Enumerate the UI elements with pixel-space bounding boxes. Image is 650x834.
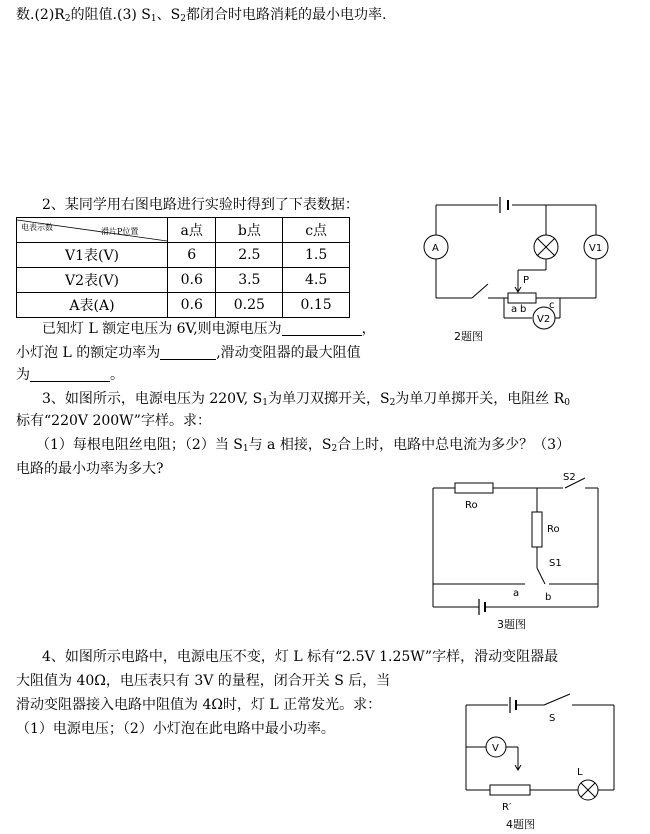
q4-line2: 大阻值为 40Ω，电压表只有 3V 的量程，闭合开关 S 后，当 (16, 673, 391, 689)
col-header-a: a点 (168, 218, 216, 243)
table-cell: 0.15 (283, 293, 350, 318)
text-part: 为单刀双掷开关，S (267, 391, 390, 407)
text-part: 都闭合时电路消耗的最小电功率. (185, 7, 387, 23)
q4-line3: 滑动变阻器接入电路中阻值为 4Ω时，灯 L 正常发光。求： (16, 697, 382, 713)
q3-circuit-diagram (425, 470, 605, 630)
intro-line (16, 6, 386, 28)
diagonal-header-cell (17, 218, 168, 243)
voltmeter-v-label: V (492, 743, 499, 754)
q3-line2: 标有“220V 200W”字样。求： (16, 413, 211, 429)
row-label: V2表(V) (17, 268, 168, 293)
subscript: 0 (564, 398, 571, 408)
text-part: ， (361, 321, 376, 337)
subscript: 2 (389, 398, 396, 408)
voltmeter-v1-label: V1 (589, 243, 603, 254)
table-row (17, 293, 350, 318)
q4-line1: 4、如图所示电路中，电源电压不变，灯 L 标有“2.5V 1.25W”字样，滑动变阻器最 (42, 649, 559, 665)
table-cell: 3.5 (216, 268, 283, 293)
switch-s1-label: S1 (549, 558, 562, 569)
figure-caption: 4题图 (506, 818, 535, 831)
contact-a-label: a (513, 588, 520, 599)
text-part: 、S (156, 7, 181, 23)
q2-line2 (16, 344, 361, 362)
q4-line4: （1）电源电压；（2）小灯泡在此电路中最小功率。 (16, 721, 335, 737)
answer-blank[interactable] (160, 345, 216, 360)
row-label: V1表(V) (17, 243, 168, 268)
subscript: 2 (331, 444, 338, 454)
switch-s2-label: S2 (563, 472, 576, 483)
subscript: 2 (64, 14, 71, 24)
text-part: 小灯泡 L 的额定功率为 (16, 345, 161, 361)
header-row-label: 电表示数 (21, 223, 53, 232)
subscript: 1 (262, 398, 268, 408)
table-cell: 0.25 (216, 293, 283, 318)
text-part: 与 a 相接，S (248, 437, 332, 453)
slider-p-label: P (523, 275, 530, 286)
q4-circuit-diagram (450, 690, 630, 832)
subscript: 2 (180, 14, 186, 24)
q3-line1 (42, 390, 570, 412)
point-a-label: a (511, 304, 518, 315)
table-cell: 2.5 (216, 243, 283, 268)
text-part: 的阻值.(3) S (70, 7, 151, 23)
col-header-c: c点 (283, 218, 350, 243)
resistor-ro-top-label: Ro (465, 500, 478, 511)
text-part: 合上时，电路中总电流为多少？（3） (337, 437, 571, 453)
subscript: 1 (242, 444, 249, 454)
q2-line1 (42, 320, 376, 338)
table-cell: 6 (168, 243, 216, 268)
switch-s-label: S (549, 713, 556, 724)
table-header-row (17, 218, 350, 243)
point-c-label: c (549, 300, 555, 311)
point-b-label: b (520, 304, 527, 315)
header-col-label: 滑片P位置 (101, 227, 139, 236)
subscript: 1 (150, 14, 157, 24)
contact-b-label: b (545, 592, 552, 603)
table-cell: 0.6 (168, 268, 216, 293)
text-part: 3、如图所示，电源电压为 220V, S (42, 391, 263, 407)
text-part: ,滑动变阻器的最大阻值 (216, 345, 361, 361)
answer-blank[interactable] (30, 367, 110, 382)
text-part: 为单刀单掷开关，电阻丝 R (395, 391, 565, 407)
q2-intro: 2、某同学用右图电路进行实验时得到了下表数据： (42, 197, 359, 213)
q2-circuit-diagram (420, 190, 620, 345)
table-row (17, 243, 350, 268)
q3-line4: 电路的最小功率为多大? (16, 461, 164, 477)
figure-caption: 3题图 (497, 618, 526, 631)
row-label: A表(A) (17, 293, 168, 318)
answer-blank[interactable] (282, 321, 362, 336)
q2-line3 (16, 366, 124, 384)
text-part: 已知灯 L 额定电压为 6V,则电源电压为 (42, 321, 282, 337)
table-cell: 1.5 (283, 243, 350, 268)
q2-data-table (16, 217, 350, 318)
figure-caption: 2题图 (454, 330, 483, 343)
resistor-ro-right-label: Ro (547, 524, 560, 535)
rheostat-label: R′ (502, 802, 512, 813)
col-header-b: b点 (216, 218, 283, 243)
text-part: （1）每根电阻丝电阻；（2）当 S (36, 437, 243, 453)
voltmeter-v2-label: V2 (537, 314, 551, 325)
text-part: 数.(2)R (16, 7, 65, 23)
ammeter-label: A (432, 243, 439, 254)
text-part: 。 (110, 367, 124, 383)
lamp-l-label: L (577, 767, 583, 778)
table-row (17, 268, 350, 293)
table-cell: 0.6 (168, 293, 216, 318)
text-part: 为 (16, 367, 30, 383)
table-cell: 4.5 (283, 268, 350, 293)
q3-line3 (36, 436, 570, 458)
